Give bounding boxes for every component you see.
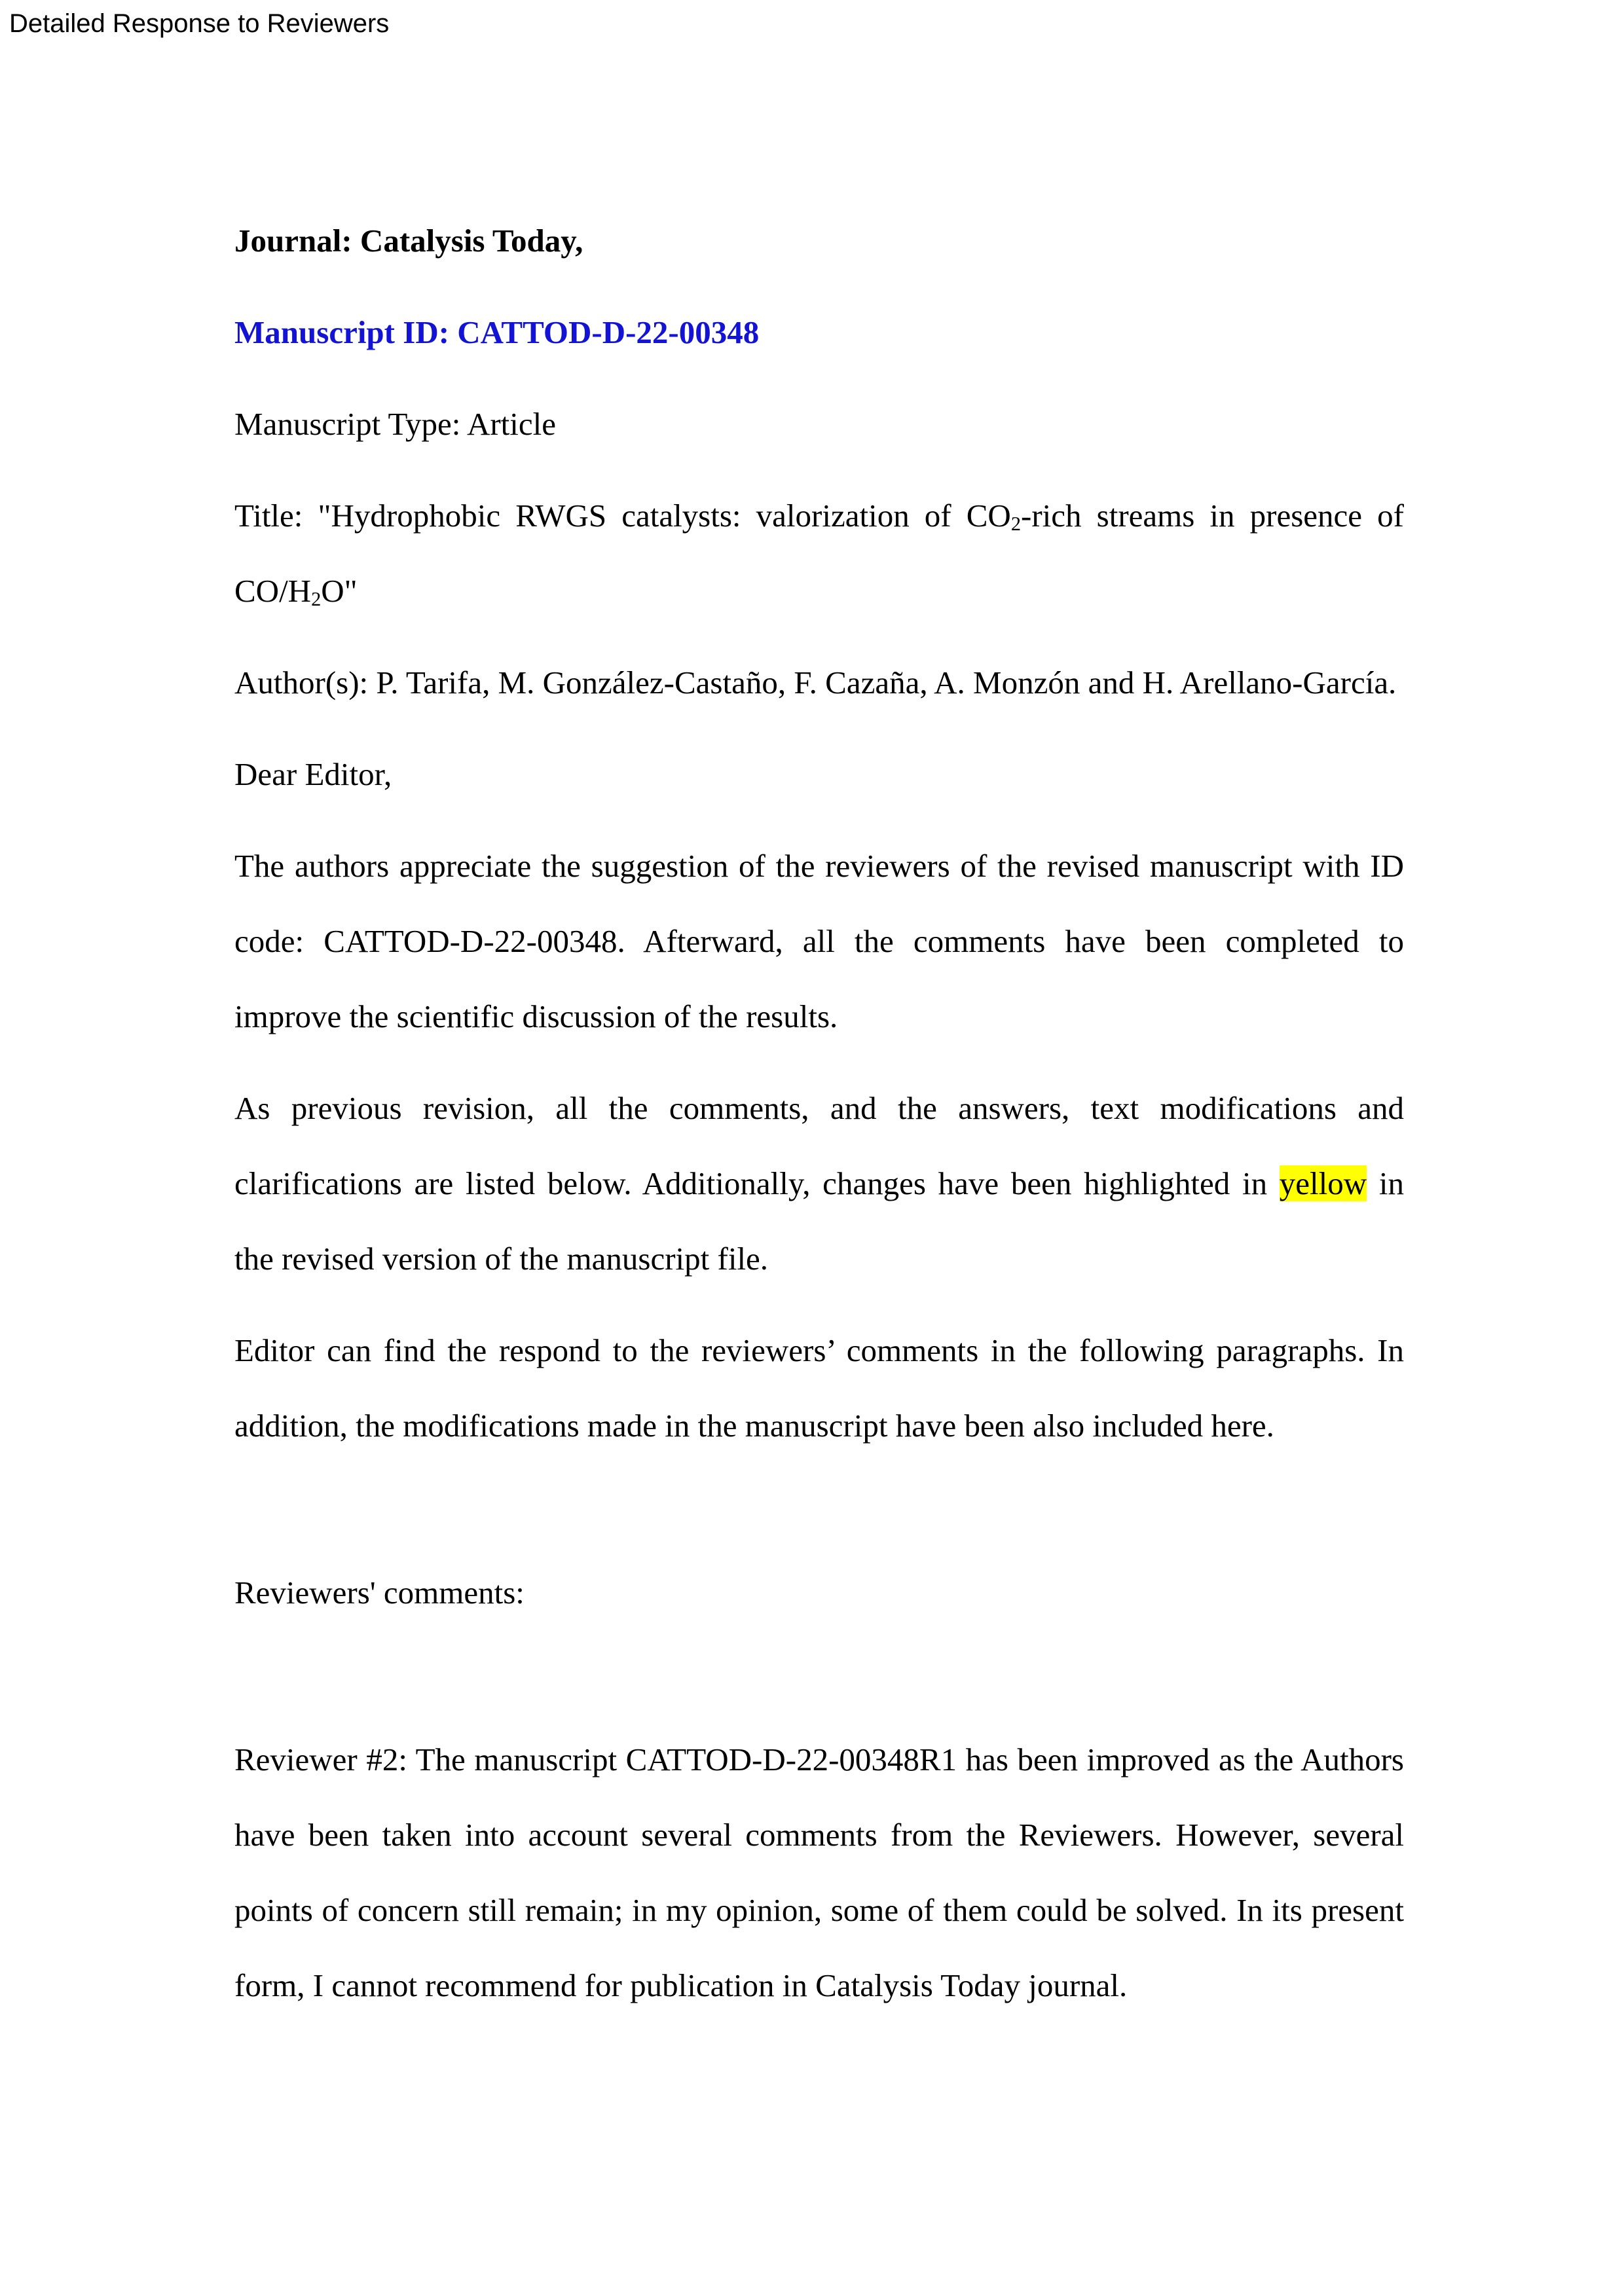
title-prefix: Title: "Hydrophobic RWGS catalysts: valorization of CO xyxy=(234,498,1011,534)
manuscript-type: Manuscript Type: Article xyxy=(234,406,557,442)
title-suffix: O" xyxy=(321,573,358,609)
spacer xyxy=(234,1480,1404,1555)
journal-name: Journal: Catalysis Today, xyxy=(234,223,583,259)
reviewers-comments-heading: Reviewers' comments: xyxy=(234,1575,525,1611)
title-subscript-h2o: 2 xyxy=(311,588,322,611)
intro-paragraph: The authors appreciate the suggestion of the reviewers of the revised manuscript with ID code: CATTOD-D-22-00348. Afterward, all the comments have been completed to improve the scientific discussion of the results. xyxy=(234,848,1404,1034)
title-subscript-co2: 2 xyxy=(1010,513,1022,536)
revision-paragraph xyxy=(234,1070,1404,1296)
running-header: Detailed Response to Reviewers xyxy=(9,9,390,38)
revision-text-after: in the revised version of the manuscript file. xyxy=(234,1165,1404,1277)
editor-paragraph: Editor can find the respond to the reviewers’ comments in the following paragraphs. In addition, the modifications made in the manuscript have been also included here. xyxy=(234,1332,1404,1444)
revision-text-before: As previous revision, all the comments, and the answers, text modifications and clarifications are listed below. Additionally, changes have been highlighted in xyxy=(234,1090,1404,1201)
reviewer-2-comment: Reviewer #2: The manuscript CATTOD-D-22-00348R1 has been improved as the Authors have been taken into account several comments from the Reviewers. However, several points of concern still remain; in my opinion, some of them could be solved. In its present form, I cannot recommend for publication in Catalysis Today journal. xyxy=(234,1741,1404,2003)
letter-body xyxy=(234,203,1404,2039)
spacer xyxy=(234,1647,1404,1722)
salutation: Dear Editor, xyxy=(234,756,392,792)
manuscript-id: Manuscript ID: CATTOD-D-22-00348 xyxy=(234,314,760,350)
manuscript-title xyxy=(234,478,1404,629)
highlighted-word: yellow xyxy=(1279,1165,1367,1201)
author-list: Author(s): P. Tarifa, M. González-Castaño, F. Cazaña, A. Monzón and H. Arellano-García. xyxy=(234,665,1397,701)
title-middle: -rich streams in presence of CO/H xyxy=(234,498,1404,609)
